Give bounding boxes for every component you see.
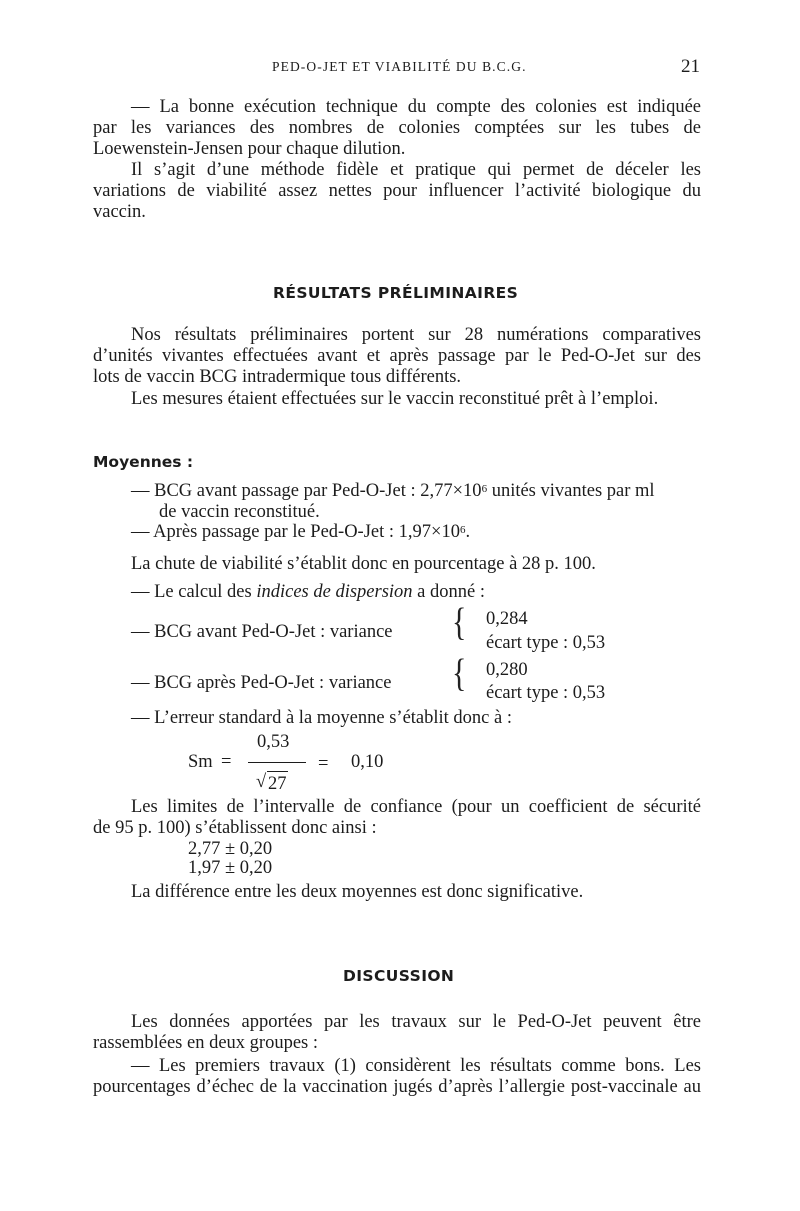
fraction-bar — [248, 762, 306, 763]
formula-equals-1: = — [221, 752, 232, 772]
formula-lhs: Sm — [188, 752, 213, 772]
intro-p2-line2: variations de viabilité assez nettes pour influencer l’activité biologique du — [93, 181, 701, 201]
intro-p1-line2: par les variances des nombres de colonies comptées sur les tubes de — [93, 118, 701, 138]
viability-drop: La chute de viabilité s’établit donc en pourcentage à 28 p. 100. — [131, 554, 596, 574]
dispersion-intro: — Le calcul des indices de dispersion a donné : — [131, 582, 485, 602]
significance-conclusion: La différence entre les deux moyennes est donc significative. — [131, 882, 584, 902]
intro-p2-line1: Il s’agit d’une méthode fidèle et pratique qui permet de déceler les — [131, 160, 701, 180]
intro-p2-line3: vaccin. — [93, 202, 146, 222]
square-root-sign: √ — [256, 772, 267, 792]
brace-after: { — [452, 652, 467, 696]
discussion-p1-line2: rassemblées en deux groupes : — [93, 1033, 319, 1053]
formula-denominator: 27 — [268, 774, 287, 794]
page-number: 21 — [681, 56, 700, 77]
discussion-p1-line1: Les données apportées par les travaux sur le Ped-O-Jet peuvent être — [131, 1012, 701, 1032]
intro-p1-line1: — La bonne exécution technique du compte des colonies est indiquée — [131, 97, 701, 117]
intro-p1-line3: Loewenstein-Jensen pour chaque dilution. — [93, 139, 406, 159]
brace-before: { — [452, 601, 467, 645]
section-heading-discussion: DISCUSSION — [343, 967, 455, 985]
formula-numerator: 0,53 — [257, 732, 290, 752]
confidence-limits-line2: de 95 p. 100) s’établissent donc ainsi : — [93, 818, 377, 838]
before-variance-label: — BCG avant Ped-O-Jet : variance — [131, 622, 393, 642]
discussion-p2-line1: — Les premiers travaux (1) considèrent les résultats comme bons. Les — [131, 1056, 701, 1076]
confidence-interval-before: 2,77 ± 0,20 — [188, 839, 273, 859]
section-heading-results: RÉSULTATS PRÉLIMINAIRES — [273, 284, 519, 302]
confidence-interval-after: 1,97 ± 0,20 — [188, 858, 273, 878]
results-p1-line2: d’unités vivantes effectuées avant et après passage par le Ped-O-Jet sur des — [93, 346, 701, 366]
before-standard-deviation: écart type : 0,53 — [486, 633, 606, 653]
results-p1-line1: Nos résultats préliminaires portent sur 28 numérations comparatives — [131, 325, 701, 345]
results-p1-line3: lots de vaccin BCG intradermique tous différents. — [93, 367, 462, 387]
confidence-limits-line1: Les limites de l’intervalle de confiance (pour un coefficient de sécurité — [131, 797, 701, 817]
subheading-means: Moyennes : — [93, 453, 194, 471]
results-p2-line1: Les mesures étaient effectuées sur le vaccin reconstitué prêt à l’emploi. — [131, 389, 659, 409]
after-standard-deviation: écart type : 0,53 — [486, 683, 606, 703]
formula-equals-2: = — [318, 754, 329, 774]
means-item1-line2: de vaccin reconstitué. — [159, 502, 320, 522]
means-item2: — Après passage par le Ped-O-Jet : $1,97\times 10^6$. — [131, 522, 471, 542]
standard-error-intro: — L’erreur standard à la moyenne s’établit donc à : — [131, 708, 512, 728]
formula-result: 0,10 — [351, 752, 384, 772]
discussion-p2-line2: pourcentages d’échec de la vaccination jugés d’après l’allergie post-vaccinale au — [93, 1077, 701, 1097]
means-item1-line1: — BCG avant passage par Ped-O-Jet : $2,77\times 10^6$ unités vivantes par ml — [131, 481, 655, 501]
square-root-bar — [267, 771, 288, 772]
before-variance-value: 0,284 — [486, 609, 528, 629]
after-variance-label: — BCG après Ped-O-Jet : variance — [131, 673, 392, 693]
after-variance-value: 0,280 — [486, 660, 528, 680]
running-title: PED-O-JET ET VIABILITÉ DU B.C.G. — [272, 59, 527, 74]
